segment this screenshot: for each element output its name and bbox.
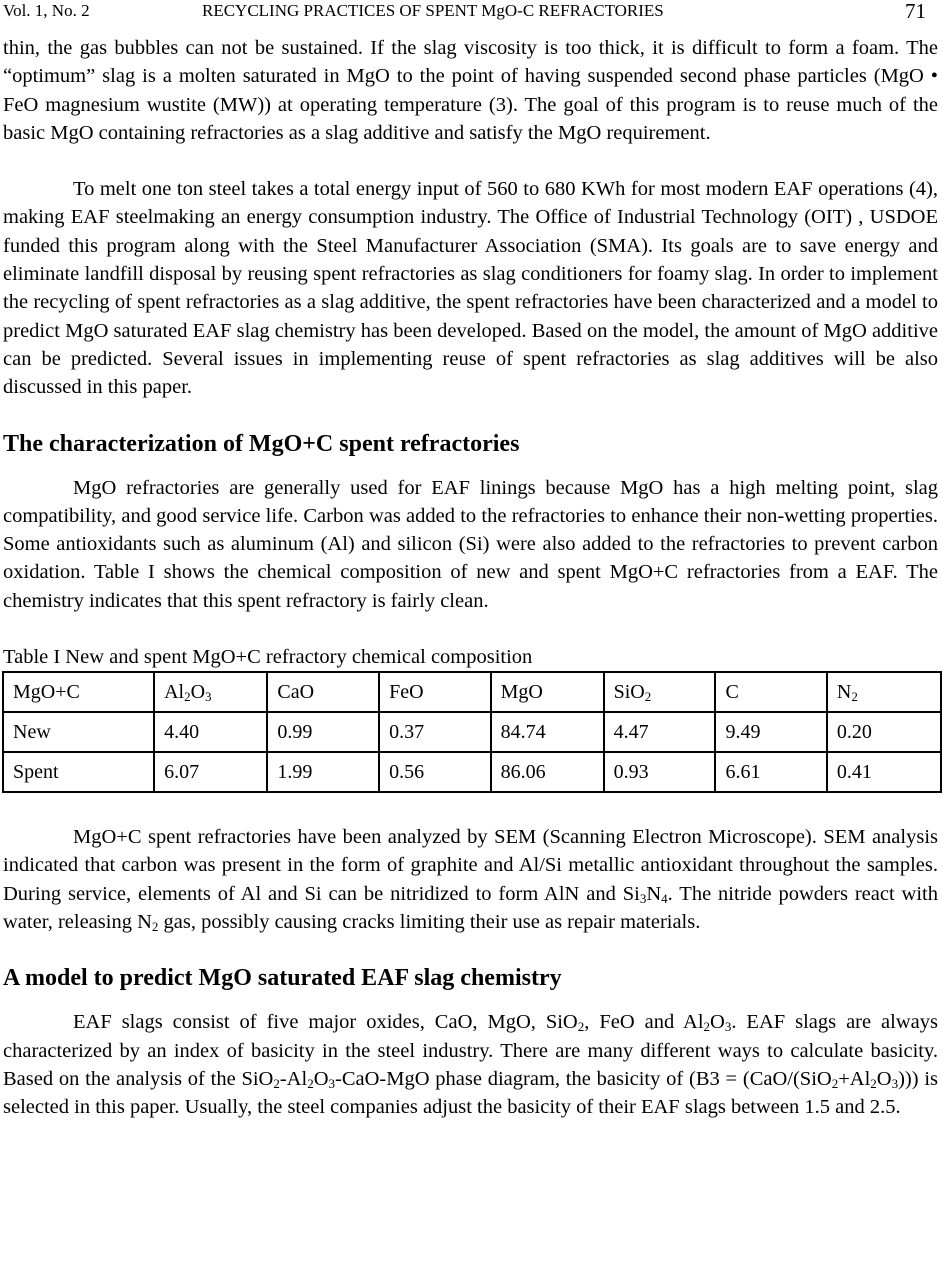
subscript: 2 [831, 1075, 839, 1091]
paragraph-energy: To melt one ton steel takes a total energy input of 560 to 680 KWh for most modern EAF operations (4), making EAF steelmaking an energy consumption industry. The Office of Industrial Technology (OIT) , USDOE funded this program along with the Steel Manufacturer Association (SMA). Its goals are to save energy and eliminate landfill disposal by reusing spent refractories as slag conditioners for foamy slag. In order to implement the recycling of spent refractories as a slag additive, the spent refractories have been characterized and a model to predict MgO saturated EAF slag chemistry has been developed. Based on the model, the amount of MgO additive can be predicted. Several issues in implementing reuse of spent refractories as slag additives will be also discussed in this paper. [3, 178, 938, 399]
subscript: 2 [307, 1075, 314, 1091]
table-header-cell: $Al_2O_3$ [154, 672, 267, 712]
table-cell: 4.47 [604, 712, 716, 752]
running-title: RECYCLING PRACTICES OF SPENT MgO-C REFRACTORIES [202, 1, 664, 20]
table-header-cell: MgO+C [3, 672, 154, 712]
table-cell: 0.93 [604, 752, 716, 792]
table-cell: 6.61 [715, 752, 826, 792]
table-header-cell: FeO [379, 672, 490, 712]
table-row-label: New [3, 712, 154, 752]
table-header-cell: MgO [491, 672, 604, 712]
table-cell: 86.06 [491, 752, 604, 792]
table-header-cell: CaO [267, 672, 379, 712]
subscript: 3 [891, 1075, 899, 1091]
table-caption: Table I New and spent MgO+C refractory chemical composition [3, 646, 533, 669]
running-header [0, 0, 943, 26]
subscript: 2 [151, 918, 159, 934]
table-cell: 4.40 [154, 712, 267, 752]
body-content [3, 34, 938, 1121]
table-cell: 9.49 [715, 712, 826, 752]
table-row [3, 712, 941, 752]
table-header-cell: SiO$_2$ [604, 672, 716, 712]
paragraph-sem-analysis: MgO+C spent refractories have been analyzed by SEM (Scanning Electron Microscope). SEM analysis indicated that carbon was present in the form of graphite and Al/Si metallic antioxidant throughout the samples. During service, elements of Al and Si can be nitridized to form AlN and $Si_3N_4$. The nitride powders react with water, releasing $N_2$ gas, possibly causing cracks limiting their use as repair materials. [3, 826, 938, 934]
subscript: 3 [328, 1075, 335, 1091]
section-heading-model: A model to predict MgO saturated EAF slag chemistry [3, 965, 562, 992]
section-heading-characterization: The characterization of MgO+C spent refractories [3, 430, 520, 457]
table-cell: 6.07 [154, 752, 267, 792]
volume-label: Vol. 1, No. 2 [3, 1, 90, 20]
subscript: 4 [661, 890, 668, 906]
table-cell: 0.41 [827, 752, 941, 792]
table-row-label: Spent [3, 752, 154, 792]
paragraph-intro-continued: thin, the gas bubbles can not be sustained. If the slag viscosity is too thick, it is difficult to form a foam. The “optimum” slag is a molten saturated in MgO to the point of having suspended second phase particles (MgO • FeO magnesium wustite (MW)) at operating temperature (3). The goal of this program is to reuse much of the basic MgO containing refractories as a slag additive and satisfy the MgO requirement. [3, 37, 938, 144]
subscript: 3 [724, 1019, 732, 1035]
table-cell: 0.37 [379, 712, 490, 752]
subscript: 2 [577, 1019, 585, 1035]
table-cell: 1.99 [267, 752, 379, 792]
table-cell: 84.74 [491, 712, 604, 752]
subscript: 2 [703, 1019, 711, 1035]
table-row [3, 752, 941, 792]
table-header-row [3, 672, 941, 712]
page-number: 71 [905, 0, 926, 23]
composition-table [2, 671, 942, 793]
table-header-cell: $N_2$ [827, 672, 941, 712]
table-cell: 0.99 [267, 712, 379, 752]
paragraph-characterization: MgO refractories are generally used for EAF linings because MgO has a high melting point, slag compatibility, and good service life. Carbon was added to the refractories to enhance their non-wetting properties. Some antioxidants such as aluminum (Al) and silicon (Si) were also added to the refractories to prevent carbon oxidation. Table I shows the chemical composition of new and spent MgO+C refractories from a EAF. The chemistry indicates that this spent refractory is fairly clean. [3, 476, 938, 612]
subscript: 2 [273, 1075, 280, 1091]
table-cell: 0.56 [379, 752, 490, 792]
subscript: 2 [870, 1075, 877, 1091]
subscript: 3 [639, 890, 647, 906]
table-cell: 0.20 [827, 712, 941, 752]
paragraph-slag-basicity: EAF slags consist of five major oxides, CaO, MgO, SiO$_2$, FeO and $Al_2O_3$. EAF slags are always characterized by an index of basicity in the steel industry. There are many different ways to calculate basicity. Based on the analysis of the $SiO_2-Al_2O_3-CaO$-MgO phase diagram, the basicity of $(B3 = (CaO/(SiO_2+Al_2O_3)))$ is selected in this paper. Usually, the steel companies adjust the basicity of their EAF slags between 1.5 and 2.5. [3, 1011, 939, 1119]
table-header-cell: C [715, 672, 826, 712]
